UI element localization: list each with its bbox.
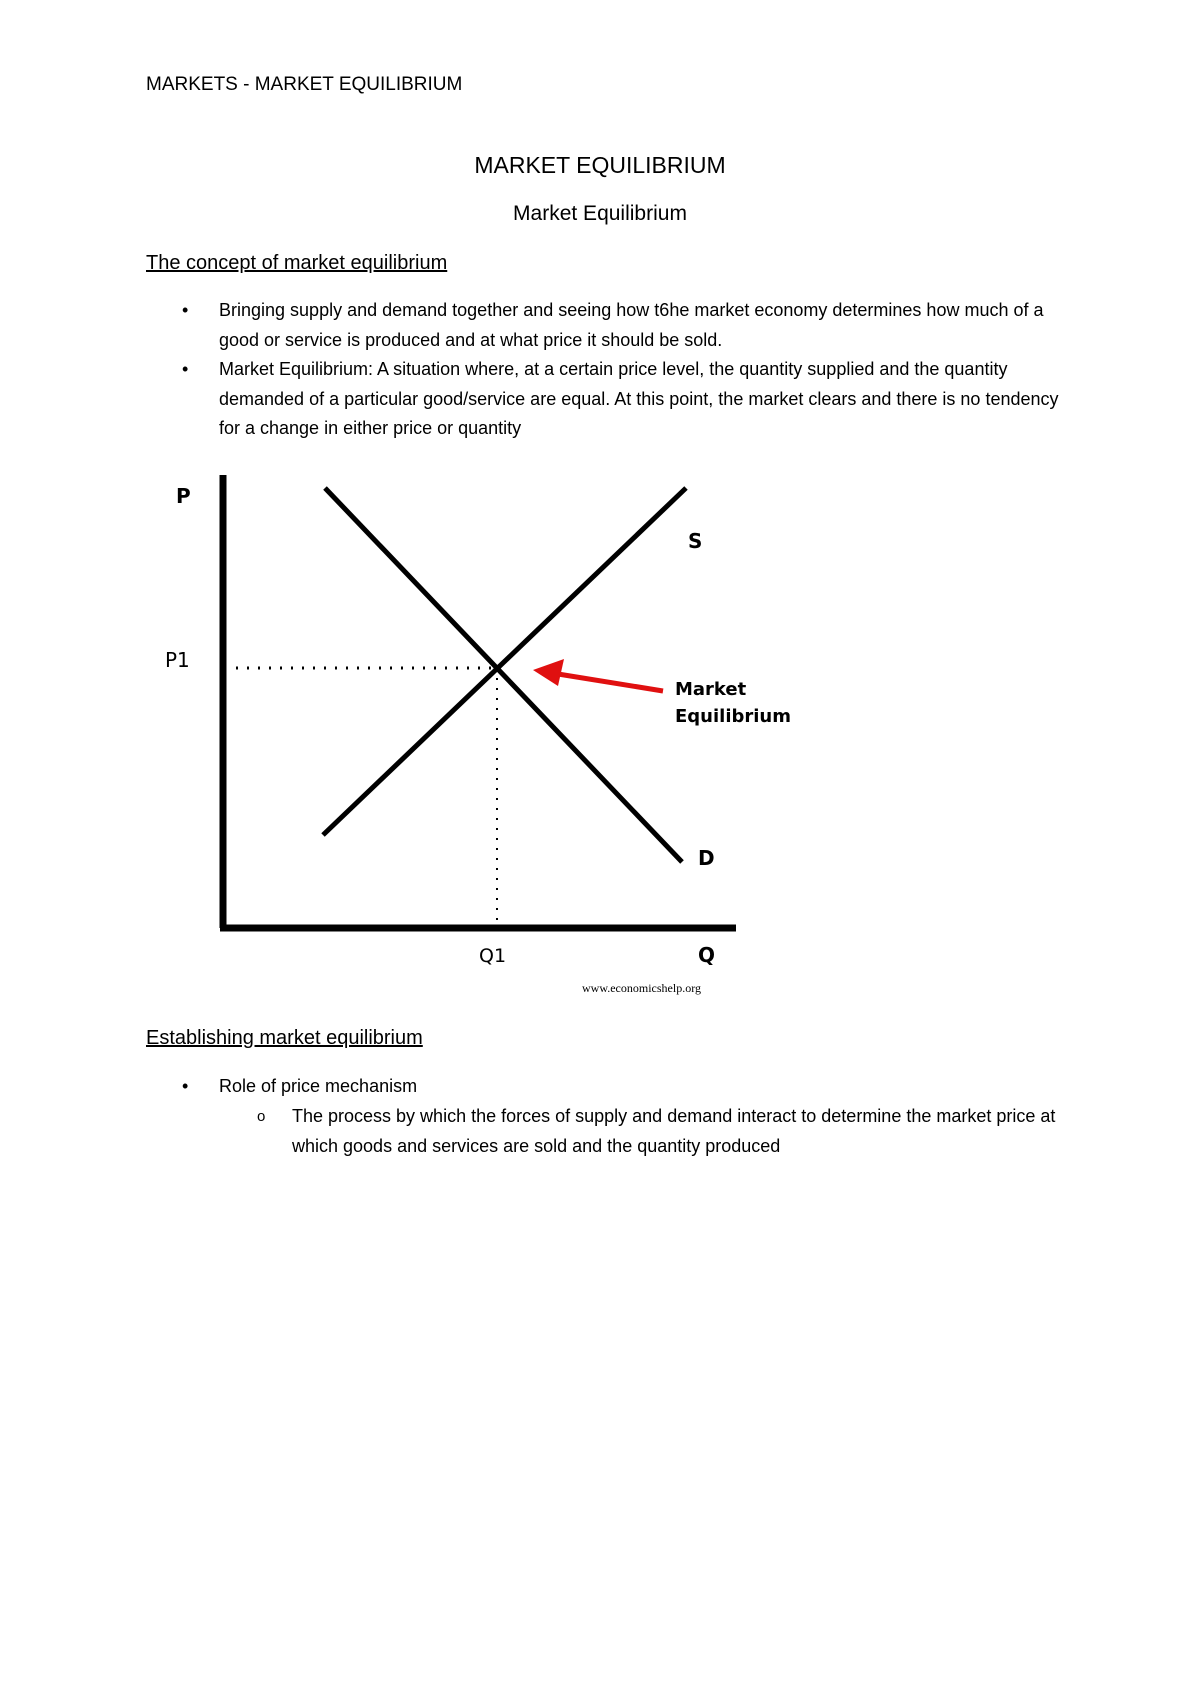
annotation-arrow-head [533,659,564,686]
annotation-line-1: Market [675,679,747,700]
supply-label: S [688,529,703,553]
sub-bullet-text: The process by which the forces of supply and demand interact to determine the market price at which goods and services are sold and the quantity produced [292,1106,1056,1156]
concept-bullet-list [146,296,1076,444]
running-header: MARKETS - MARKET EQUILIBRIUM [146,74,463,95]
sub-bullet-marker: o [257,1108,266,1125]
section-heading-establishing: Establishing market equilibrium [146,1027,423,1049]
bullet-text: Role of price mechanism [219,1076,418,1096]
supply-demand-diagram [150,460,800,1000]
section-heading-concept: The concept of market equilibrium [146,252,448,274]
bullet-text: Market Equilibrium: A situation where, at a certain price level, the quantity supplied and the quantity demanded of a particular good/service are equal. At this point, the market clears and there is no tendency for a change in either price or quantity [219,359,1059,438]
establishing-sub-list [219,1102,1079,1161]
establishing-bullet-list [146,1072,1076,1102]
document-title: MARKET EQUILIBRIUM [474,152,726,178]
list-item [146,1072,1076,1102]
bullet-marker: • [182,359,189,379]
bullet-text: Bringing supply and demand together and seeing how t6he market economy determines how much of a good or service is produced and at what price it should be sold. [219,300,1044,350]
y-axis-label: P [176,484,191,508]
x-axis-label: Q [698,943,716,967]
list-item [146,355,1076,444]
demand-label: D [698,846,715,870]
figure-credit: www.economicshelp.org [582,981,701,995]
q1-label: Q1 [479,945,507,967]
list-item [219,1102,1079,1161]
annotation-line-2: Equilibrium [675,706,792,727]
bullet-marker: • [182,300,189,320]
annotation-arrow-shaft [558,674,663,691]
p1-label: P1 [165,648,190,672]
list-item [146,296,1076,355]
bullet-marker: • [182,1076,189,1096]
document-subtitle: Market Equilibrium [513,202,687,225]
